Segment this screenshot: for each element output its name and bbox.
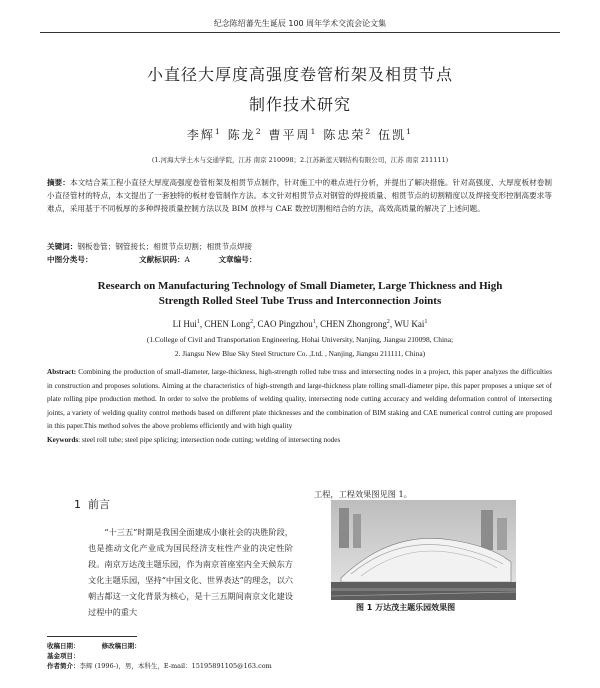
- cn-author: 陈龙: [227, 128, 256, 142]
- section-heading: 1 前言: [74, 498, 110, 511]
- cn-authors: 李辉$^1$ 陈龙$^2$ 曹平周$^1$ 陈忠荣$^2$ 伍凯$^1$: [186, 127, 414, 142]
- cn-classification: 中图分类号： 文献标识码：A 文章编号：: [47, 255, 257, 264]
- cn-title-line1: 小直径大厚度高强度卷管桁架及相贯节点: [146, 65, 453, 84]
- running-header: 纪念陈绍蕃先生诞辰 100 周年学术交流会论文集: [213, 19, 387, 28]
- cn-title-line2: 制作技术研究: [248, 95, 351, 114]
- en-authors: LI Hui$^1$, CHEN Long$^2$, CAO Pingzhou$^1$, CHEN Zhongrong$^2$, WU Kai$^1$: [172, 319, 428, 329]
- en-affiliation-2: 2. Jiangsu New Blue Sky Steel Structure Co. ,Ltd. , Nanjing, Jiangsu 211111, China): [174, 349, 426, 358]
- cn-keywords: 关键词：钢板卷管；钢管接长；相贯节点切割；相贯节点焊接: [47, 242, 253, 251]
- en-title-line1: Research on Manufacturing Technology of Small Diameter, Large Thickness and High: [97, 280, 503, 292]
- header-rule: [40, 32, 560, 33]
- en-affiliation-1: (1.College of Civil and Transportation Engineering, Hohai University, Nanjing, Jiangsu 210098, China;: [146, 335, 454, 344]
- body-paragraph: “十三五”时期是我国全面建成小康社会的决胜阶段，也是推动文化产业成为国民经济支柱性产业的决定性阶段。南京万达茂主题乐园，作为南京首座室内全天候东方文化主题乐园，坚持“中国文化、世界表达”的理念，以六朝古都这一文化背景为核心，是十三五期间南京文化建设过程中的重大: [88, 527, 293, 617]
- cn-author: 陈忠荣: [323, 128, 366, 142]
- en-title-line2: Strength Rolled Steel Tube Truss and Interconnection Joints: [158, 295, 442, 307]
- cn-author: 曹平周: [268, 128, 311, 142]
- en-abstract: Abstract: Combining the production of small-diameter, large-thickness, high-strength rolled tube truss and intersecting nodes in a project, this paper analyzes the difficulties in construction and proposes solutions. Aiming at the characteristics of high-strength and large-thickness plate rolling small-diameter pipe, this paper proposes a unique set of plate rolling pipe production method. In order to solve the problems of welding quality, intersecting node cutting accuracy and welding deformation control of intersecting joints, a variety of welding quality control methods based on different plate thicknesses and the combination of BIM staking and CAE numerical control cutting are proposed in this paper.This method solves the above problems efficiently and with high quality Keywords: steel roll tube; steel pipe splicing; intersection node cutting; welding of intersecting nodes: [47, 368, 553, 444]
- body-continuation: 工程，工程效果图见图 1。: [314, 489, 412, 499]
- footnote-fund: 基金项目：: [47, 652, 80, 660]
- cn-author: 伍凯: [378, 128, 407, 142]
- footnote-author: 作者简介：李辉 (1996-)，男，本科生，E-mail：1519589110​5@163.com: [47, 662, 272, 670]
- cn-affiliation: (1.河海大学土木与交通学院，江苏 南京 210098；2.江苏新蓝天钢结构有限公司，江苏 南京 211111): [151, 156, 449, 164]
- cn-author: 李辉: [186, 128, 215, 142]
- footnote-received: 收稿日期： 修改稿日期：: [47, 642, 141, 650]
- figure-caption: 图 1 万达茂主题乐园效果图: [356, 603, 456, 612]
- rendering-figure-image: [331, 500, 516, 600]
- cn-abstract: 摘要：本文结合某工程小直径大厚度高强度卷管桁架及相贯节点制作，针对施工中的难点进行分析，并提出了解决措施。针对高强度、大厚度板材卷制小直径管材的特点，本文提出了一套独特的板材卷管制作方法。本文针对相贯节点对钢管的焊接质量、相贯节点的切割精度以及焊接变形控制高要求等难点，采用基于不同板厚的多种焊接质量控制方法以及 BIM 放样与 CAE 数控切割相结合的方法，高效高质量的解决了上述问题。: [47, 178, 553, 213]
- footnote-rule: [47, 636, 137, 637]
